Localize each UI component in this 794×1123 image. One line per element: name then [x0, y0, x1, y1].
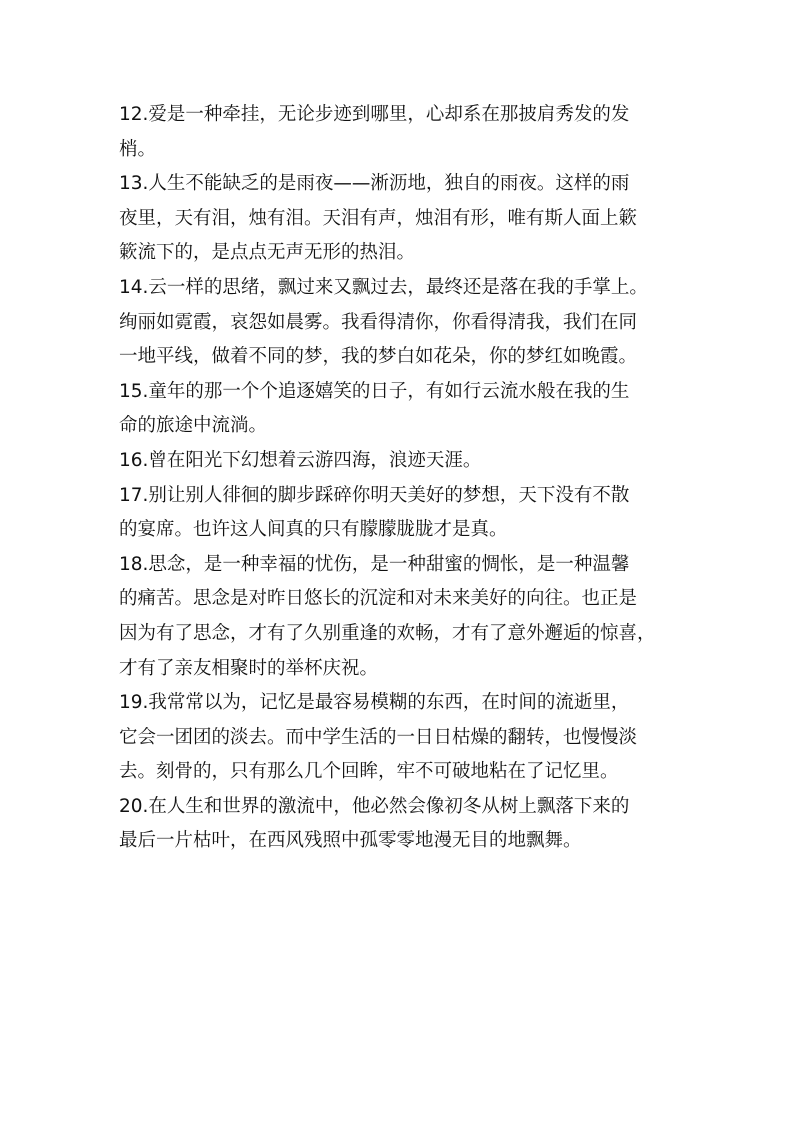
text-line: 12.爱是一种牵挂，无论步迹到哪里，心却系在那披肩秀发的发	[119, 104, 630, 125]
text-line: 一地平线，做着不同的梦，我的梦白如花朵，你的梦红如晚霞。	[119, 346, 638, 368]
text-line: 绚丽如霓霞，哀怨如晨雾。我看得清你，你看得清我，我们在同	[119, 311, 638, 333]
text-line: 19.我常常以为，记忆是最容易模糊的东西，在时间的流逝里，	[119, 692, 630, 714]
document-body	[119, 98, 699, 859]
text-line: 的痛苦。思念是对昨日悠长的沉淀和对未来美好的向往。也正是	[119, 588, 638, 610]
text-line: 命的旅途中流淌。	[119, 415, 268, 437]
text-line: 17.别让别人徘徊的脚步踩碎你明天美好的梦想，天下没有不散	[119, 484, 630, 506]
text-line: 15.童年的那一个个追逐嬉笑的日子，有如行云流水般在我的生	[119, 380, 630, 402]
text-line: 它会一团团的淡去。而中学生活的一日日枯燥的翻转，也慢慢淡	[119, 726, 638, 748]
text-line: 20.在人生和世界的激流中，他必然会像初冬从树上飘落下来的	[119, 795, 630, 817]
text-line: 最后一片枯叶，在西风残照中孤零零地漫无目的地飘舞。	[119, 830, 582, 852]
text-line: 18.思念，是一种幸福的忧伤，是一种甜蜜的惆怅，是一种温馨	[119, 553, 630, 575]
text-line: 16.曾在阳光下幻想着云游四海，浪迹天涯。	[119, 449, 482, 471]
text-line: 13.人生不能缺乏的是雨夜——淅沥地，独自的雨夜。这样的雨	[119, 173, 630, 195]
text-line: 簌流下的，是点点无声无形的热泪。	[119, 242, 416, 264]
text-line: 梢。	[119, 138, 157, 160]
text-line: 夜里，天有泪，烛有泪。天泪有声，烛泪有形，唯有斯人面上簌	[119, 207, 638, 229]
text-line: 14.云一样的思绪，飘过来又飘过去，最终还是落在我的手掌上。	[119, 276, 648, 298]
text-line: 因为有了思念，才有了久别重逢的欢畅，才有了意外邂逅的惊喜，	[119, 622, 656, 644]
text-line: 的宴席。也许这人间真的只有朦朦胧胧才是真。	[119, 519, 508, 541]
text-line: 才有了亲友相聚时的举杯庆祝。	[119, 657, 379, 679]
text-line: 去。刻骨的，只有那么几个回眸，牢不可破地粘在了记忆里。	[119, 761, 619, 783]
